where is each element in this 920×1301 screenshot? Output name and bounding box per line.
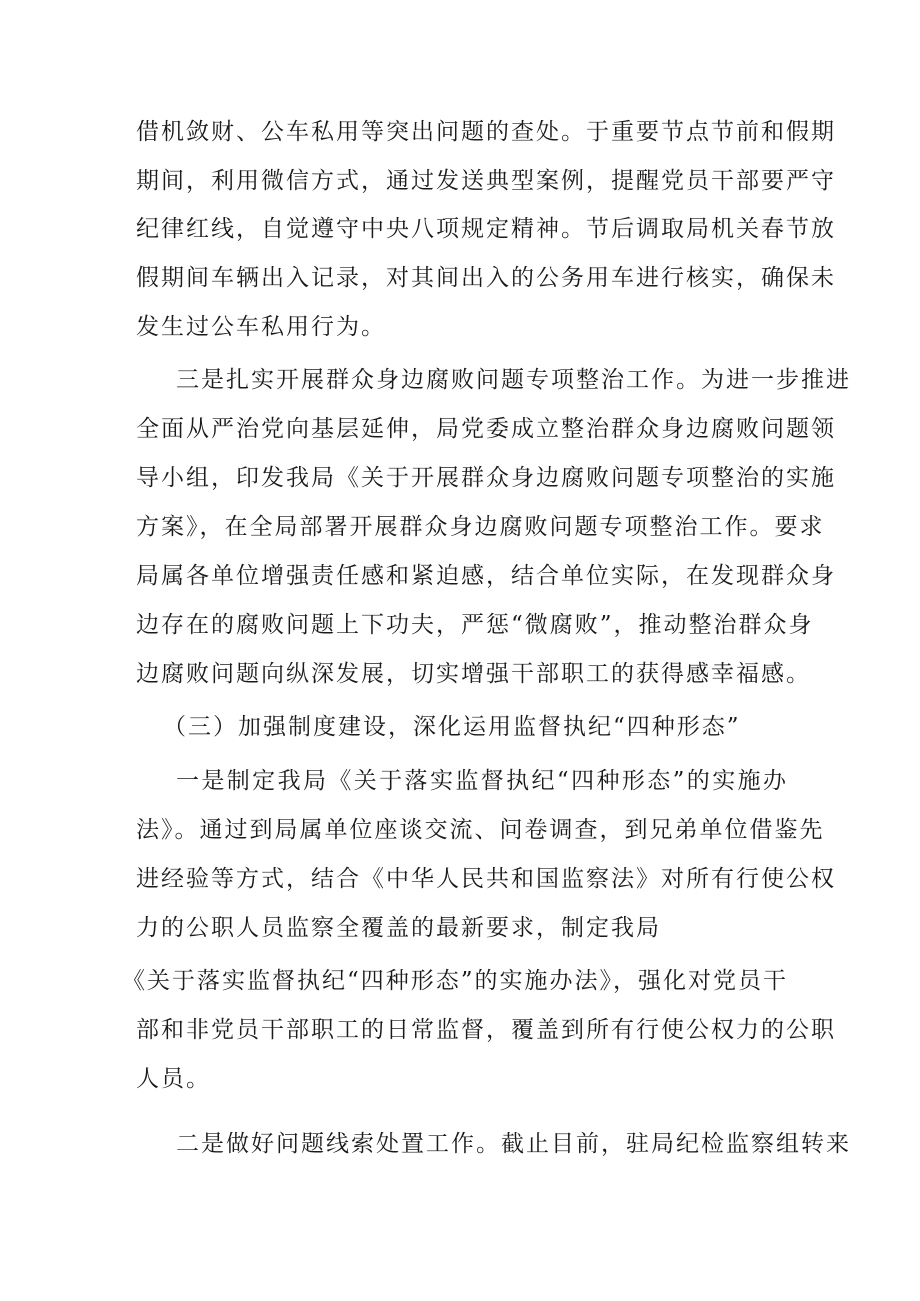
text-line: 局属各单位增强责任感和紧迫感，结合单位实际，在发现群众身 [136,563,836,589]
text-line: 人员。 [136,1066,211,1092]
text-line: 期间，利用微信方式，通过发送典型案例，提醒党员干部要严守 [136,168,836,194]
text-line: 纪律红线，自觉遵守中央八项规定精神。节后调取局机关春节放 [136,216,836,242]
text-line: 二是做好问题线索处置工作。截止目前，驻局纪检监察组转来 [176,1131,851,1157]
text-line: 法》。通过到局属单位座谈交流、问卷调查，到兄弟单位借鉴先 [136,817,825,843]
text-line: 借机敛财、公车私用等突出问题的查处。于重要节点节前和假期 [136,119,836,145]
text-line: 发生过公车私用行为。 [136,314,386,340]
text-line: 导小组，印发我局《关于开展群众身边腐败问题专项整治的实施 [136,465,836,491]
text-line: 进经验等方式，结合《中华人民共和国监察法》对所有行使公权 [136,866,836,892]
text-line: 全面从严治党向基层延伸，局党委成立整治群众身边腐败问题领 [136,416,836,442]
text-line: 方案》，在全局部署开展群众身边腐败问题专项整治工作。要求 [136,514,825,540]
text-line: 边腐败问题向纵深发展，切实增强干部职工的获得感幸福感。 [136,661,811,687]
text-line: 《关于落实监督执纪“四种形态”的实施办法》，强化对党员干 [122,968,789,994]
text-line: 边存在的腐败问题上下功夫，严惩“微腐败”，推动整治群众身 [136,612,814,638]
text-line: 假期间车辆出入记录，对其间出入的公务用车进行核实，确保未 [136,265,836,291]
text-line: 一是制定我局《关于落实监督执纪“四种形态”的实施办 [176,768,788,794]
section-heading: （三）加强制度建设，深化运用监督执纪“四种形态” [163,714,741,740]
text-line: 力的公职人员监察全覆盖的最新要求，制定我局 [136,915,661,941]
text-line: 部和非党员干部职工的日常监督，覆盖到所有行使公权力的公职 [136,1017,836,1043]
text-line: 三是扎实开展群众身边腐败问题专项整治工作。为进一步推进 [176,367,851,393]
